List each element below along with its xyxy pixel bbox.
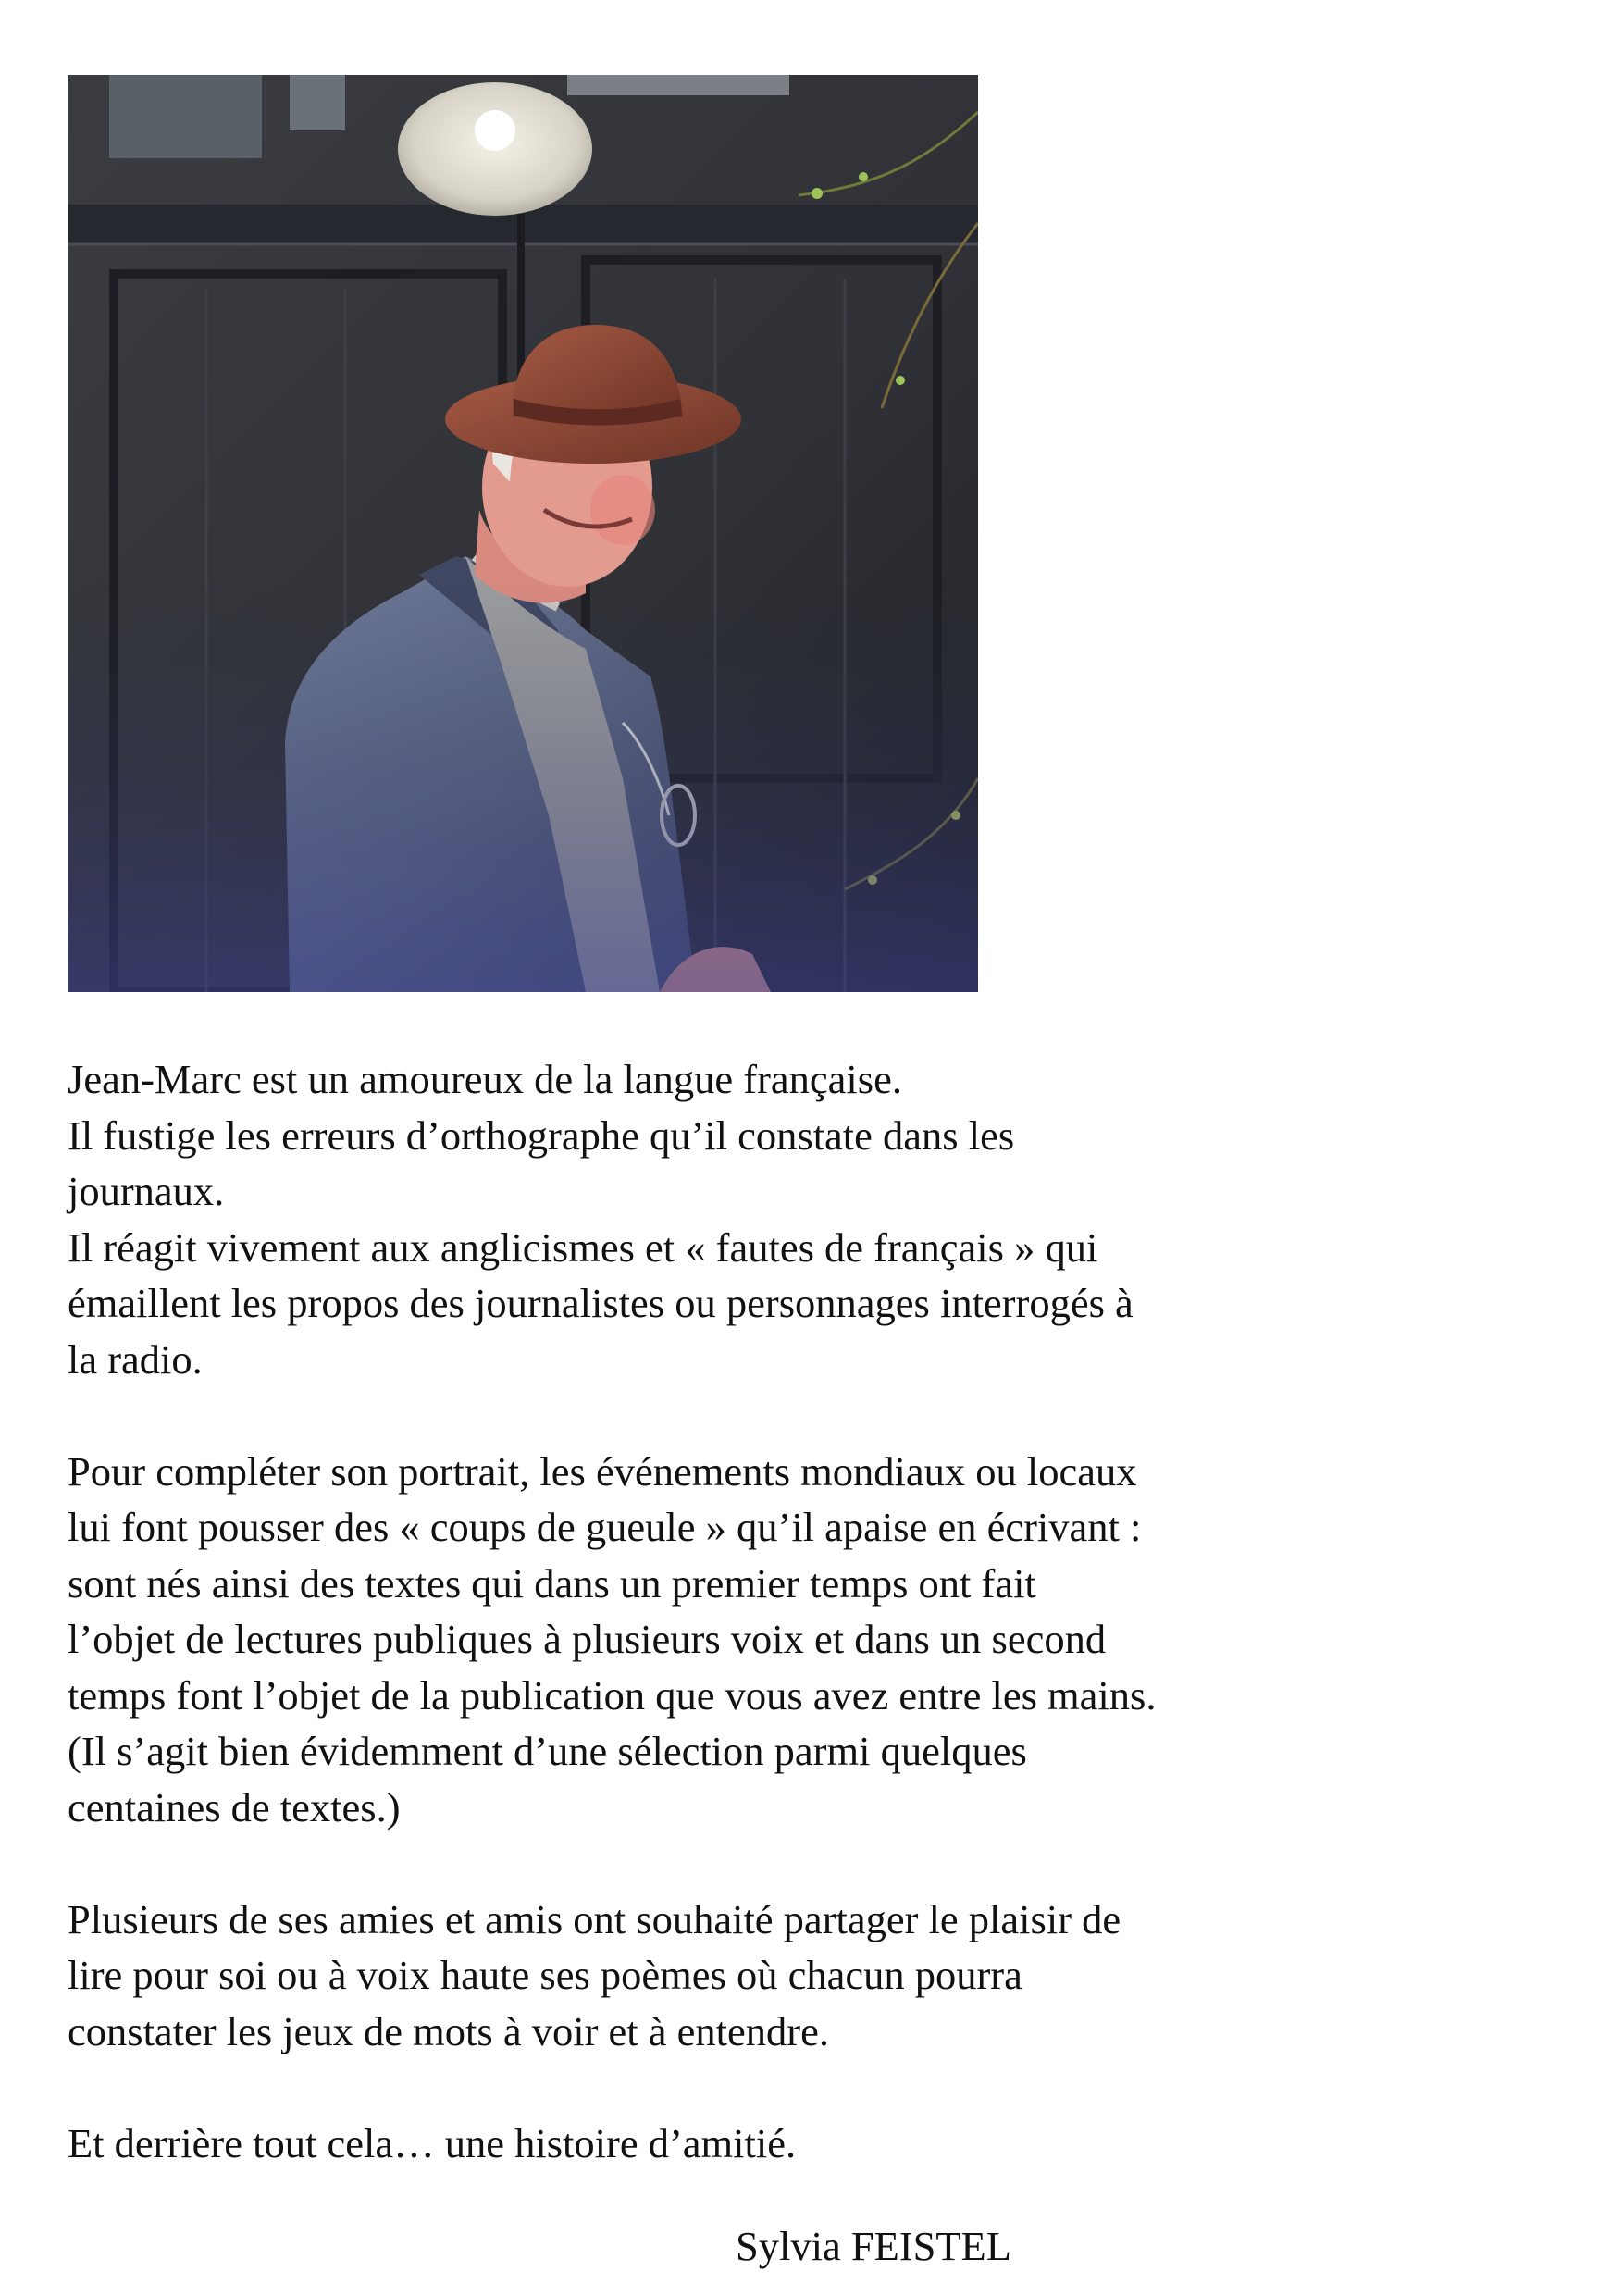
text-line: (Il s’agit bien évidemment d’une sélection parmi quelques (68, 1728, 1027, 1774)
text-line: constater les jeux de mots à voir et à entendre. (68, 2007, 829, 2054)
text-line: temps font l’objet de la publication que vous avez entre les mains. (68, 1671, 1157, 1719)
paragraph-1 (68, 1051, 1381, 1387)
text-line: Il réagit vivement aux anglicismes et « fautes de français » qui (68, 1223, 1098, 1271)
text-line: centaines de textes.) (68, 1783, 401, 1831)
text-line: Plusieurs de ses amies et amis ont souhaité partager le plaisir de (68, 1895, 1121, 1942)
text-line: la radio. (68, 1335, 203, 1383)
text-line: lui font pousser des « coups de gueule » qu’il apaise en écrivant : (68, 1504, 1142, 1550)
body-text (68, 1051, 1381, 2171)
text-line: Pour compléter son portrait, les événements mondiaux ou locaux (68, 1447, 1137, 1495)
text-line: Il fustige les erreurs d’orthographe qu’il constate dans les (68, 1111, 1015, 1159)
text-line: lire pour soi ou à voix haute ses poèmes où chacun pourra (68, 1952, 1022, 1998)
text-line: sont nés ainsi des textes qui dans un premier temps ont fait (68, 1559, 1036, 1607)
portrait-photo-illustration (68, 75, 978, 992)
portrait-photo (68, 75, 978, 992)
paragraph-3 (68, 1892, 1381, 2060)
text-line: Jean-Marc est un amoureux de la langue française. (68, 1056, 902, 1102)
text-line: journaux. (68, 1168, 225, 1214)
paragraph-4 (68, 2116, 1381, 2172)
paragraph-2 (68, 1444, 1381, 1836)
text-line: Et derrière tout cela… une histoire d’amitié. (68, 2119, 797, 2166)
text-line: émaillent les propos des journalistes ou personnages interrogés à (68, 1280, 1134, 1326)
signature: Sylvia FEISTEL (736, 2223, 1011, 2269)
text-line: l’objet de lectures publiques à plusieurs voix et dans un second (68, 1616, 1107, 1662)
